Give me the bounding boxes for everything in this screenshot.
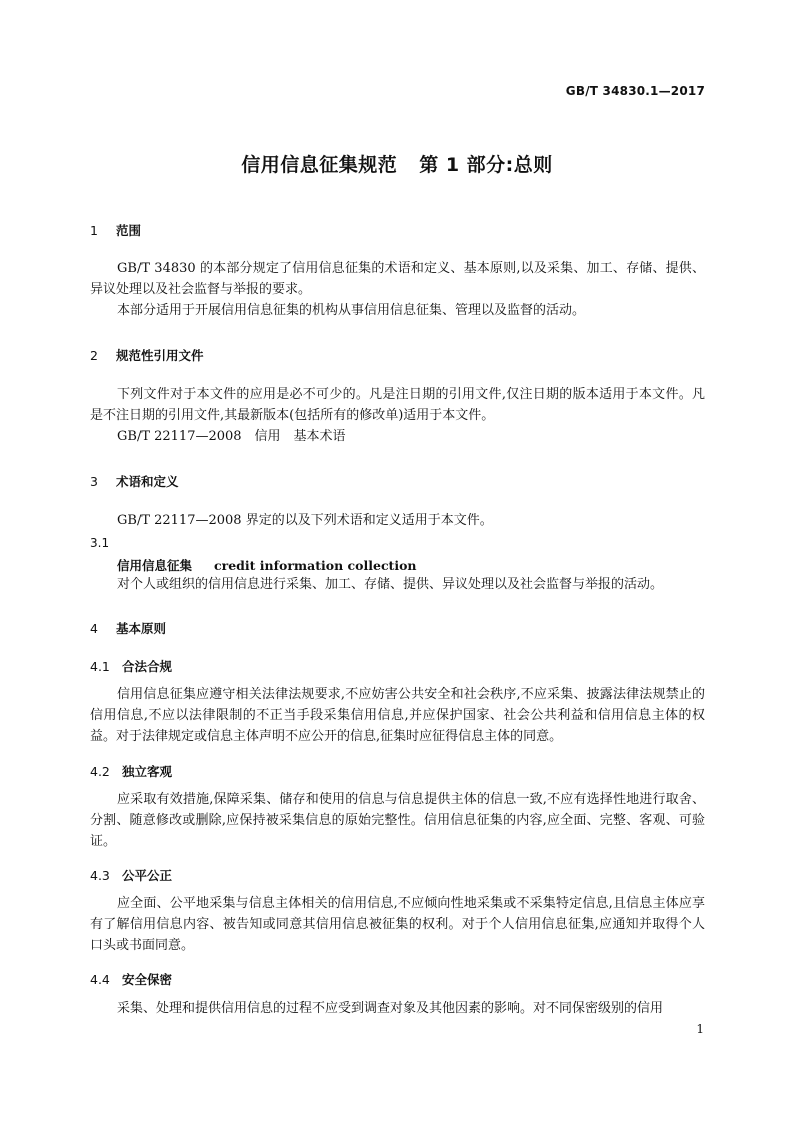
subsection-number: 4.2 (90, 764, 110, 779)
subsection-title: 独立客观 (122, 764, 173, 779)
paragraph-scope-1: GB/T 34830 的本部分规定了信用信息征集的术语和定义、基本原则,以及采集、加工、存储、提供、异议处理以及社会监督与举报的要求。 (90, 261, 705, 297)
document-title-part: 第 1 部分:总则 (419, 154, 553, 176)
section-title: 规范性引用文件 (116, 348, 204, 363)
document-title (0, 150, 794, 177)
paragraph-4-2: 应采取有效措施,保障采集、储存和使用的信息与信息提供主体的信息一致,不应有选择性地进行取舍、分割、随意修改或删除,应保持被采集信息的原始完整性。信用信息征集的内容,应全面、完整、客观、可验证。 (90, 792, 705, 849)
section-number: 4 (90, 621, 98, 636)
subsection-heading-4-3 (90, 866, 172, 884)
paragraph-terms-intro: GB/T 22117—2008 界定的以及下列术语和定义适用于本文件。 (117, 513, 493, 528)
section-heading-1 (90, 221, 141, 239)
section-title: 术语和定义 (116, 474, 179, 489)
section-number: 3 (90, 474, 98, 489)
subsection-title: 公平公正 (122, 868, 173, 883)
term-chinese: 信用信息征集 (117, 558, 193, 573)
document-title-main: 信用信息征集规范 (241, 154, 398, 176)
section-heading-3 (90, 472, 179, 490)
subsection-number: 4.3 (90, 868, 110, 883)
subsection-heading-4-1 (90, 657, 172, 675)
section-number: 1 (90, 223, 98, 238)
term-number: 3.1 (90, 536, 110, 550)
normative-reference: GB/T 22117—2008 信用 基本术语 (117, 429, 346, 444)
paragraph-4-3: 应全面、公平地采集与信息主体相关的信用信息,不应倾向性地采集或不采集特定信息,且信息主体应享有了解信用信息内容、被告知或同意其信用信息被征集的权利。对于个人信用信息征集,应通知并取得个人口头或书面同意。 (90, 896, 705, 953)
section-number: 2 (90, 348, 98, 363)
subsection-title: 安全保密 (122, 972, 173, 987)
standard-code: GB/T 34830.1—2017 (565, 84, 705, 98)
section-heading-2 (90, 346, 204, 364)
paragraph-4-4: 采集、处理和提供信用信息的过程不应受到调查对象及其他因素的影响。对不同保密级别的信用 (117, 1001, 664, 1016)
section-title: 范围 (116, 223, 142, 238)
term-entry (117, 555, 417, 574)
subsection-heading-4-2 (90, 762, 172, 780)
term-definition: 对个人或组织的信用信息进行采集、加工、存储、提供、异议处理以及社会监督与举报的活动。 (117, 577, 664, 592)
subsection-number: 4.1 (90, 659, 110, 674)
section-title: 基本原则 (116, 621, 167, 636)
term-english: credit information collection (214, 558, 417, 573)
subsection-heading-4-4 (90, 970, 172, 988)
paragraph-references: 下列文件对于本文件的应用是必不可少的。凡是注日期的引用文件,仅注日期的版本适用于本文件。凡是不注日期的引用文件,其最新版本(包括所有的修改单)适用于本文件。 (90, 387, 705, 423)
paragraph-4-1: 信用信息征集应遵守相关法律法规要求,不应妨害公共安全和社会秩序,不应采集、披露法律法规禁止的信用信息,不应以法律限制的不正当手段采集信用信息,并应保护国家、社会公共利益和信用信息主体的权益。对于法律规定或信息主体声明不应公开的信息,征集时应征得信息主体的同意。 (90, 687, 705, 744)
subsection-title: 合法合规 (122, 659, 173, 674)
page-number: 1 (696, 1022, 704, 1036)
section-heading-4 (90, 619, 166, 637)
paragraph-scope-2: 本部分适用于开展信用信息征集的机构从事信用信息征集、管理以及监督的活动。 (117, 303, 586, 318)
subsection-number: 4.4 (90, 972, 110, 987)
